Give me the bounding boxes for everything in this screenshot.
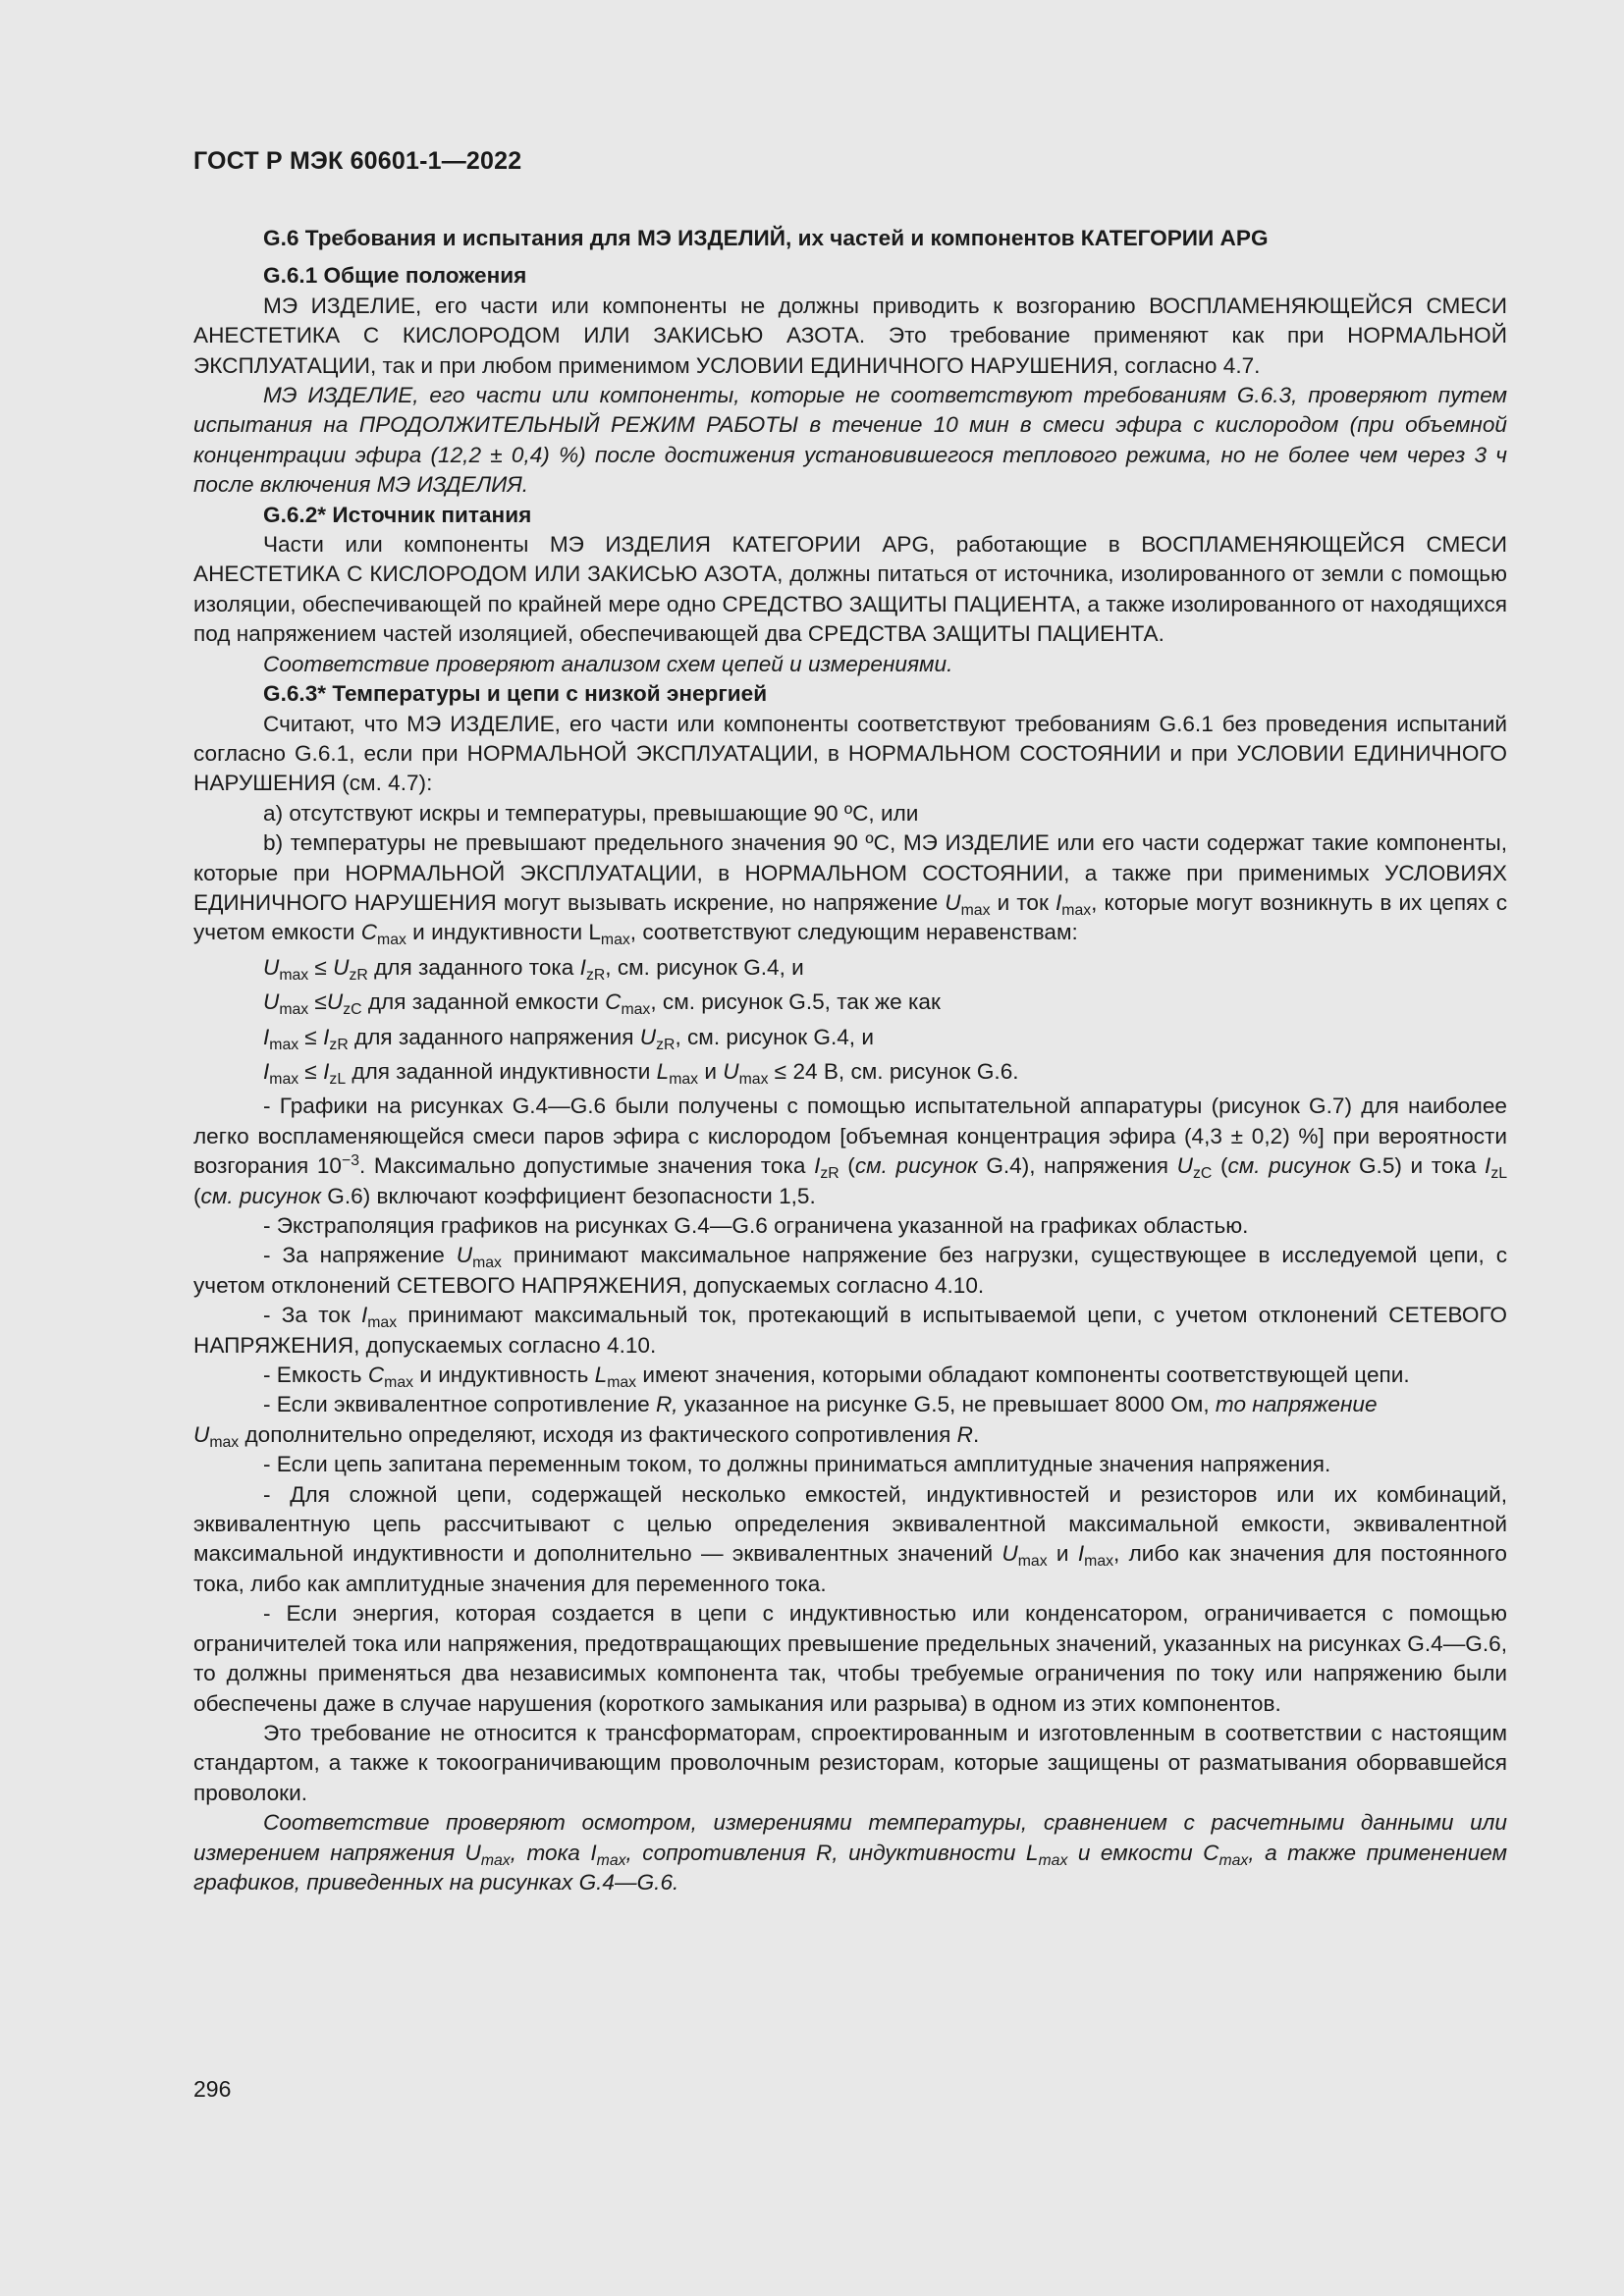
transformers-paragraph: Это требование не относится к трансформаторам, спроектированным и изготовленным в соответствии с настоящим стандартом, а также к токоограничивающим проволочным резисторам, которые защищены от разматывания оборвавшейся проволоки. xyxy=(193,1720,1507,1805)
note-voltage: - За напряжение $U_{max}$ принимают максимальное напряжение без нагрузки, существующее в исследуемой цепи, с учетом отклонений СЕТЕВОГО НАПРЯЖЕНИЯ, допускаемых согласно 4.10. xyxy=(193,1243,1507,1298)
note-extrapolation: - Экстраполяция графиков на рисунках G.4—G.6 ограничена указанной на графиках областью. xyxy=(263,1213,1249,1238)
g63-item-b: b) температуры не превышают предельного значения 90 ºС, МЭ ИЗДЕЛИЕ или его части содержат такие компоненты, которые при НОРМАЛЬНОЙ ЭКСПЛУАТАЦИИ, в НОРМАЛЬНОМ СОСТОЯНИИ, а также при применимых УСЛОВИЯХ ЕДИНИЧНОГО НАРУШЕНИЯ могут вызывать искрение, но напряжение $U_{max}$ и ток $I_{max}$, которые могут возникнуть в их цепях с учетом емкости $C_{max}$ и индуктивности $L_{max}$, соответствуют следующим неравенствам: xyxy=(193,830,1507,949)
g63-item-a: a) отсутствуют искры и температуры, превышающие 90 ºС, или xyxy=(263,800,919,826)
g61-paragraph-1: МЭ ИЗДЕЛИЕ, его части или компоненты не должны приводить к возгоранию ВОСПЛАМЕНЯЮЩЕЙСЯ СМЕСИ АНЕСТЕТИКА С КИСЛОРОДОМ ИЛИ ЗАКИСЬЮ АЗОТА. Это требование применяют как при НОРМАЛЬНОЙ ЭКСПЛУАТАЦИИ, так и при любом применимом УСЛОВИИ ЕДИНИЧНОГО НАРУШЕНИЯ, согласно 4.7. xyxy=(193,293,1507,378)
g63-compliance-paragraph: Соответствие проверяют осмотром, измерениями температуры, сравнением с расчетными данными или измерением напряжения $U_{max}$, тока $I_{max}$, сопротивления R, индуктивности $L_{max}$ и емкости $C_{max}$, а также применением графиков, приведенных на рисунках G.4—G.6. xyxy=(193,1810,1507,1895)
note-current: - За ток $I_{max}$ принимают максимальный ток, протекающий в испытываемой цепи, с учетом отклонений СЕТЕВОГО НАПРЯЖЕНИЯ, допускаемых согласно 4.10. xyxy=(193,1303,1507,1358)
note-graphs: - Графики на рисунках G.4—G.6 были получены с помощью испытательной аппаратуры (рисунок G.7) для наиболее легко воспламеняющейся смеси паров эфира с кислородом [объемная концентрация эфира (4,3 ± 0,2) %] при вероятности возгорания $10^{-3}$. Максимально допустимые значения тока $I_{zR}$ (см. рисунок G.4), напряжения $U_{zC}$ (см. рисунок G.5) и тока $I_{zL}$ (см. рисунок G.6) включают коэффициент безопасности 1,5. xyxy=(193,1094,1508,1208)
page-content xyxy=(193,224,1507,1897)
note-ac: - Если цепь запитана переменным током, то должны приниматься амплитудные значения напряжения. xyxy=(263,1452,1331,1477)
page-number: 296 xyxy=(193,2076,232,2102)
inequality-4: $I_{max} \le I_{zL}$ для заданной индуктивности $L_{max}$ и $U_{max} \le 24$ В, см. рисунок G.6. xyxy=(263,1058,1019,1088)
section-g61-heading: G.6.1 Общие положения xyxy=(263,263,527,289)
g62-paragraph-1: Части или компоненты МЭ ИЗДЕЛИЯ КАТЕГОРИИ APG, работающие в ВОСПЛАМЕНЯЮЩЕЙСЯ СМЕСИ АНЕСТЕТИКА С КИСЛОРОДОМ ИЛИ ЗАКИСЬЮ АЗОТА, должны питаться от источника, изолированного от земли с помощью изоляции, обеспечивающей по крайней мере одно СРЕДСТВО ЗАЩИТЫ ПАЦИЕНТА, а также изолированного от находящихся под напряжением частей изоляцией, обеспечивающей два СРЕДСТВА ЗАЩИТЫ ПАЦИЕНТА. xyxy=(193,532,1507,647)
g63-intro-paragraph: Считают, что МЭ ИЗДЕЛИЕ, его части или компоненты соответствуют требованиям G.6.1 без проведения испытаний согласно G.6.1, если при НОРМАЛЬНОЙ ЭКСПЛУАТАЦИИ, в НОРМАЛЬНОМ СОСТОЯНИИ и при УСЛОВИИ ЕДИНИЧНОГО НАРУШЕНИЯ (см. 4.7): xyxy=(193,711,1507,796)
note-capacitance-inductance: - Емкость $C_{max}$ и индуктивность $L_{max}$ имеют значения, которыми обладают компоненты соответствующей цепи. xyxy=(263,1362,1410,1392)
section-g62-heading: G.6.2* Источник питания xyxy=(263,502,532,527)
note-resistance: - Если эквивалентное сопротивление R, указанное на рисунке G.5, не превышает 8000 Ом, то напряжение $U_{max}$ дополнительно определяют, исходя из фактического сопротивления R. xyxy=(193,1392,1378,1451)
section-g63-heading: G.6.3* Температуры и цепи с низкой энергией xyxy=(263,681,768,707)
g61-compliance-paragraph: МЭ ИЗДЕЛИЕ, его части или компоненты, которые не соответствуют требованиям G.6.3, проверяют путем испытания на ПРОДОЛЖИТЕЛЬНЫЙ РЕЖИМ РАБОТЫ в течение 10 мин в смеси эфира с кислородом (при объемной концентрации эфира (12,2 ± 0,4) %) после достижения установившегося теплового режима, но не более чем через 3 ч после включения МЭ ИЗДЕЛИЯ. xyxy=(193,383,1507,498)
note-complex-circuit: - Для сложной цепи, содержащей несколько емкостей, индуктивностей и резисторов или их комбинаций, эквивалентную цепь рассчитывают с целью определения эквивалентной максимальной емкости, эквивалентной максимальной индуктивности и дополнительно — эквивалентных значений $U_{max}$ и $I_{max}$, либо как значения для постоянного тока, либо как амплитудные значения для переменного тока. xyxy=(193,1481,1507,1596)
note-energy-limiters: - Если энергия, которая создается в цепи с индуктивностью или конденсатором, ограничивается с помощью ограничителей тока или напряжения, предотвращающих превышение предельных значений, указанных на рисунках G.4—G.6, то должны применяться два независимых компонента так, чтобы требуемые ограничения по току или напряжению были обеспечены даже в случае нарушения (короткого замыкания или разрыва) в одном из этих компонентов. xyxy=(193,1601,1507,1716)
inequality-2: $U_{max} \le U_{zC}$ для заданной емкости $C_{max}$, см. рисунок G.5, так же как xyxy=(263,989,941,1019)
inequality-1: $U_{max} \le U_{zR}$ для заданного тока $I_{zR}$, см. рисунок G.4, и xyxy=(263,954,804,984)
inequality-3: $I_{max} \le I_{zR}$ для заданного напряжения $U_{zR}$, см. рисунок G.4, и xyxy=(263,1024,874,1053)
document-header: ГОСТ Р МЭК 60601-1—2022 xyxy=(193,147,522,175)
section-g6-heading: G.6 Требования и испытания для МЭ ИЗДЕЛИЙ, их частей и компонентов КАТЕГОРИИ APG xyxy=(263,226,1269,250)
g62-compliance-paragraph: Соответствие проверяют анализом схем цепей и измерениями. xyxy=(263,651,953,676)
